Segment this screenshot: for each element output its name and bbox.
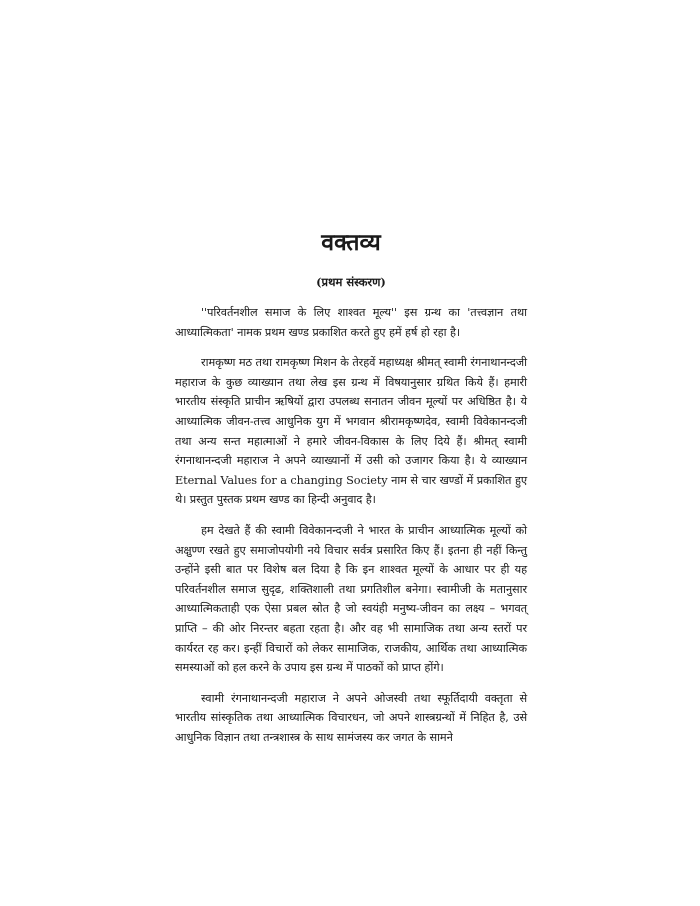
paragraph-intro: ''परिवर्तनशील समाज के लिए शाश्वत मूल्य'' इस ग्रन्थ का 'तत्त्वज्ञान तथा आध्यात्मिकता' नामक प्रथम खण्ड प्रकाशित करते हुए हमें हर्ष हो रहा है। — [175, 306, 527, 339]
paragraph-lectures: रामकृष्ण मठ तथा रामकृष्ण मिशन के तेरहवें महाध्यक्ष श्रीमत् स्वामी रंगनाथानन्दजी महाराज के कुछ व्याख्यान तथा लेख इस ग्रन्थ में विषयानुसार ग्रथित किये हैं। हमारी भारतीय संस्कृति प्राचीन ऋषियों द्वारा उपलब्ध सनातन जीवन मूल्यों पर अधिष्ठित है। ये आध्यात्मिक जीवन-तत्त्व आधुनिक युग में भगवान श्रीरामकृष्णदेव, स्वामी विवेकानन्दजी तथा अन्य सन्त महात्माओं ने हमारे जीवन-विकास के लिए दिये हैं। श्रीमत् स्वामी रंगनाथानन्दजी महाराज ने अपने व्याख्यानों में उसी को उजागर किया है। ये व्याख्यान Eternal Values for a changing Society नाम से चार खण्डों में प्रकाशित हुए थे। प्रस्तुत पुस्तक प्रथम खण्ड का हिन्दी अनुवाद है। — [175, 356, 527, 507]
paragraph-synthesis: स्वामी रंगनाथानन्दजी महाराज ने अपने ओजस्वी तथा स्फूर्तिदायी वक्तृता से भारतीय सांस्कृतिक तथा आध्यात्मिक विचारधन, जो अपने शास्त्रग्रन्थों में निहित है, उसे आधुनिक विज्ञान तथा तन्त्रशास्त्र के साथ सामंजस्य कर जगत के सामने — [175, 691, 527, 744]
document-page — [175, 228, 527, 758]
paragraph-values: हम देखते हैं की स्वामी विवेकानन्दजी ने भारत के प्राचीन आध्यात्मिक मूल्यों को अक्षुण्ण रखते हुए समाजोपयोगी नये विचार सर्वत्र प्रसारित किए हैं। इतना ही नहीं किन्तु उन्होंने इसी बात पर विशेष बल दिया है कि इन शाश्वत मूल्यों के आधार पर ही यह परिवर्तनशील समाज सुदृढ, शक्तिशाली तथा प्रगतिशील बनेगा। स्वामीजी के मतानुसार आध्यात्मिकताही एक ऐसा प्रबल स्रोत है जो स्वयंही मनुष्य-जीवन का लक्ष्य – भगवत् प्राप्ति – की ओर निरन्तर बहता रहता है। और वह भी सामाजिक तथा अन्य स्तरों पर कार्यरत रह कर। इन्हीं विचारों को लेकर सामाजिक, राजकीय, आर्थिक तथा आध्यात्मिक समस्याओं को हल करने के उपाय इस ग्रन्थ में पाठकों को प्राप्त होंगे। — [175, 523, 527, 675]
page-title: वक्तव्य — [321, 229, 381, 256]
edition-subtitle: (प्रथम संस्करण) — [316, 275, 386, 289]
